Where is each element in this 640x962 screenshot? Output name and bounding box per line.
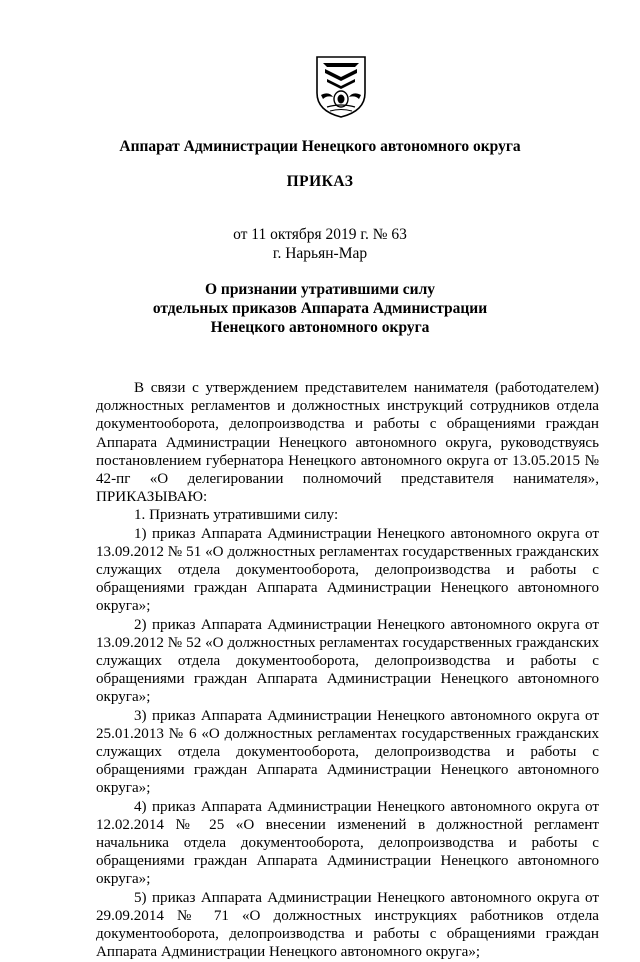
document-body — [96, 379, 599, 962]
subitem-paragraph: 1) приказ Аппарата Администрации Ненецкого автономного округа от 13.09.2012 № 51 «О должностных регламентах государственных гражданских служащих отдела документооборота, делопроизводства и работы с обращениями граждан Аппарата Администрации Ненецкого автономного округа»; — [96, 525, 599, 615]
subitem-paragraph: 2) приказ Аппарата Администрации Ненецкого автономного округа от 13.09.2012 № 52 «О должностных регламентах государственных гражданских служащих отдела документооборота, делопроизводства и работы с обращениями граждан Аппарата Администрации Ненецкого автономного округа»; — [96, 616, 599, 706]
item-paragraph: 1. Признать утратившими силу: — [134, 507, 339, 524]
organization-name: Аппарат Администрации Ненецкого автономного округа — [119, 138, 521, 155]
intro-paragraph: В связи с утверждением представителем нанимателя (работодателем) должностных регламентов и должностных инструкций сотрудников отдела документооборота, делопроизводства и работы с обращениями граждан Аппарата Администрации Ненецкого автономного округа, руководствуясь постановлением губернатора Ненецкого автономного округа от 13.05.2015 № 42-пг «О делегировании полномочий представителя нанимателя», ПРИКАЗЫВАЮ: — [96, 380, 599, 506]
subitem-paragraph: 4) приказ Аппарата Администрации Ненецкого автономного округа от 12.02.2014 № 25 «О внесении изменений в должностной регламент начальника отдела документооборота, делопроизводства и работы с обращениями граждан Аппарата Администрации Ненецкого автономного округа»; — [96, 798, 599, 888]
date-number: от 11 октября 2019 г. № 63 — [233, 226, 407, 243]
document-heading — [0, 280, 640, 337]
document-type: ПРИКАЗ — [286, 173, 354, 190]
city: г. Нарьян-Мар — [272, 245, 368, 262]
heading-line: Ненецкого автономного округа — [210, 319, 430, 336]
heading-line: отдельных приказов Аппарата Администрации — [152, 300, 488, 317]
heading-line: О признании утратившими силу — [204, 281, 436, 298]
coat-of-arms-icon — [315, 55, 367, 119]
subitem-paragraph: 5) приказ Аппарата Администрации Ненецкого автономного округа от 29.09.2014 № 71 «О должностных инструкциях работников отдела документооборота, делопроизводства и работы с обращениями граждан Аппарата Администрации Ненецкого автономного округа»; — [96, 889, 599, 961]
subitem-paragraph: 3) приказ Аппарата Администрации Ненецкого автономного округа от 25.01.2013 № 6 «О должностных регламентах государственных гражданских служащих отдела документооборота, делопроизводства и работы с обращениями граждан Аппарата Администрации Ненецкого автономного округа»; — [96, 707, 599, 797]
